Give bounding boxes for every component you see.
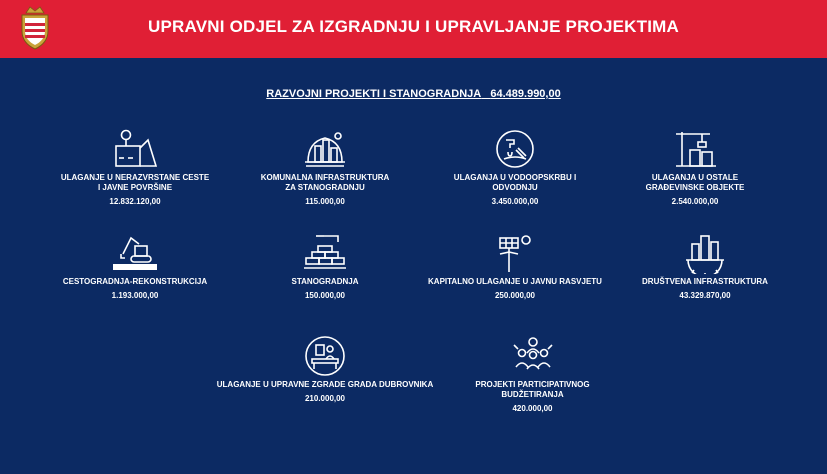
page-title: UPRAVNI ODJEL ZA IZGRADNJU I UPRAVLJANJE PROJEKTIMA xyxy=(148,17,679,36)
item-value: 210.000,00 xyxy=(304,394,346,403)
item-label-line: BUDŽETIRANJA xyxy=(501,390,564,399)
item-value: 2.540.000,00 xyxy=(671,197,719,206)
road-landscape-icon xyxy=(112,128,158,170)
budget-item-public-lighting xyxy=(420,232,610,301)
solar-streetlight-icon xyxy=(492,232,538,274)
excavator-icon xyxy=(111,232,159,274)
item-value: 43.329.870,00 xyxy=(679,291,731,300)
item-label-line: PROJEKTI PARTICIPATIVNOG xyxy=(475,380,590,389)
item-label-line: GRAĐEVINSKE OBJEKTE xyxy=(645,183,745,192)
item-value: 3.450.000,00 xyxy=(491,197,539,206)
budget-item-road-reconstruction xyxy=(50,232,220,301)
item-label-line: ULAGANJE U UPRAVNE ZGRADE GRADA DUBROVNIKA xyxy=(216,380,434,389)
item-value: 1.193.000,00 xyxy=(111,291,159,300)
item-label-line: I JAVNE POVRŠINE xyxy=(97,183,173,192)
gear-buildings-icon xyxy=(682,232,728,274)
item-label-line: ULAGANJA U VODOOPSKRBU I xyxy=(453,173,577,182)
construction-crane-icon xyxy=(672,128,718,170)
budget-item-participatory-budgeting xyxy=(450,335,615,414)
item-value: 250.000,00 xyxy=(494,291,536,300)
item-label-line: ODVODNJU xyxy=(492,183,538,192)
budget-item-social-infrastructure xyxy=(615,232,795,301)
water-supply-icon xyxy=(492,128,538,170)
section-title: RAZVOJNI PROJEKTI I STANOGRADNJA xyxy=(266,88,482,100)
budget-item-construction-objects xyxy=(615,128,775,207)
item-value: 115.000,00 xyxy=(305,197,345,206)
item-label-line: ULAGANJE U NERAZVRSTANE CESTE xyxy=(60,173,210,182)
item-label-line: ZA STANOGRADNJU xyxy=(285,183,365,192)
budget-item-water-supply xyxy=(435,128,595,207)
people-group-icon xyxy=(510,335,556,377)
item-label-line: ULAGANJA U OSTALE xyxy=(651,173,739,182)
section-total: 64.489.990,00 xyxy=(490,88,561,100)
item-label-line: KAPITALNO ULAGANJE U JAVNU RASVJETU xyxy=(428,277,602,286)
item-label-line: DRUŠTVENA INFRASTRUKTURA xyxy=(642,277,768,286)
bricks-icon xyxy=(302,232,348,274)
budget-item-administrative-buildings xyxy=(205,335,445,404)
city-infrastructure-icon xyxy=(302,128,348,170)
item-label-line: CESTOGRADNJA-REKONSTRUKCIJA xyxy=(62,277,208,286)
item-label-line: KOMUNALNA INFRASTRUKTURA xyxy=(260,173,390,182)
section-heading xyxy=(0,88,827,100)
budget-item-communal-infrastructure xyxy=(245,128,405,207)
budget-item-housing xyxy=(245,232,405,301)
item-label-line: STANOGRADNJA xyxy=(291,277,359,286)
header-bar xyxy=(0,0,827,58)
item-value: 420.000,00 xyxy=(512,404,553,413)
budget-item-roads xyxy=(50,128,220,207)
office-desk-icon xyxy=(302,335,348,377)
item-value: 12.832.120,00 xyxy=(109,197,161,206)
item-value: 150.000,00 xyxy=(304,291,346,300)
